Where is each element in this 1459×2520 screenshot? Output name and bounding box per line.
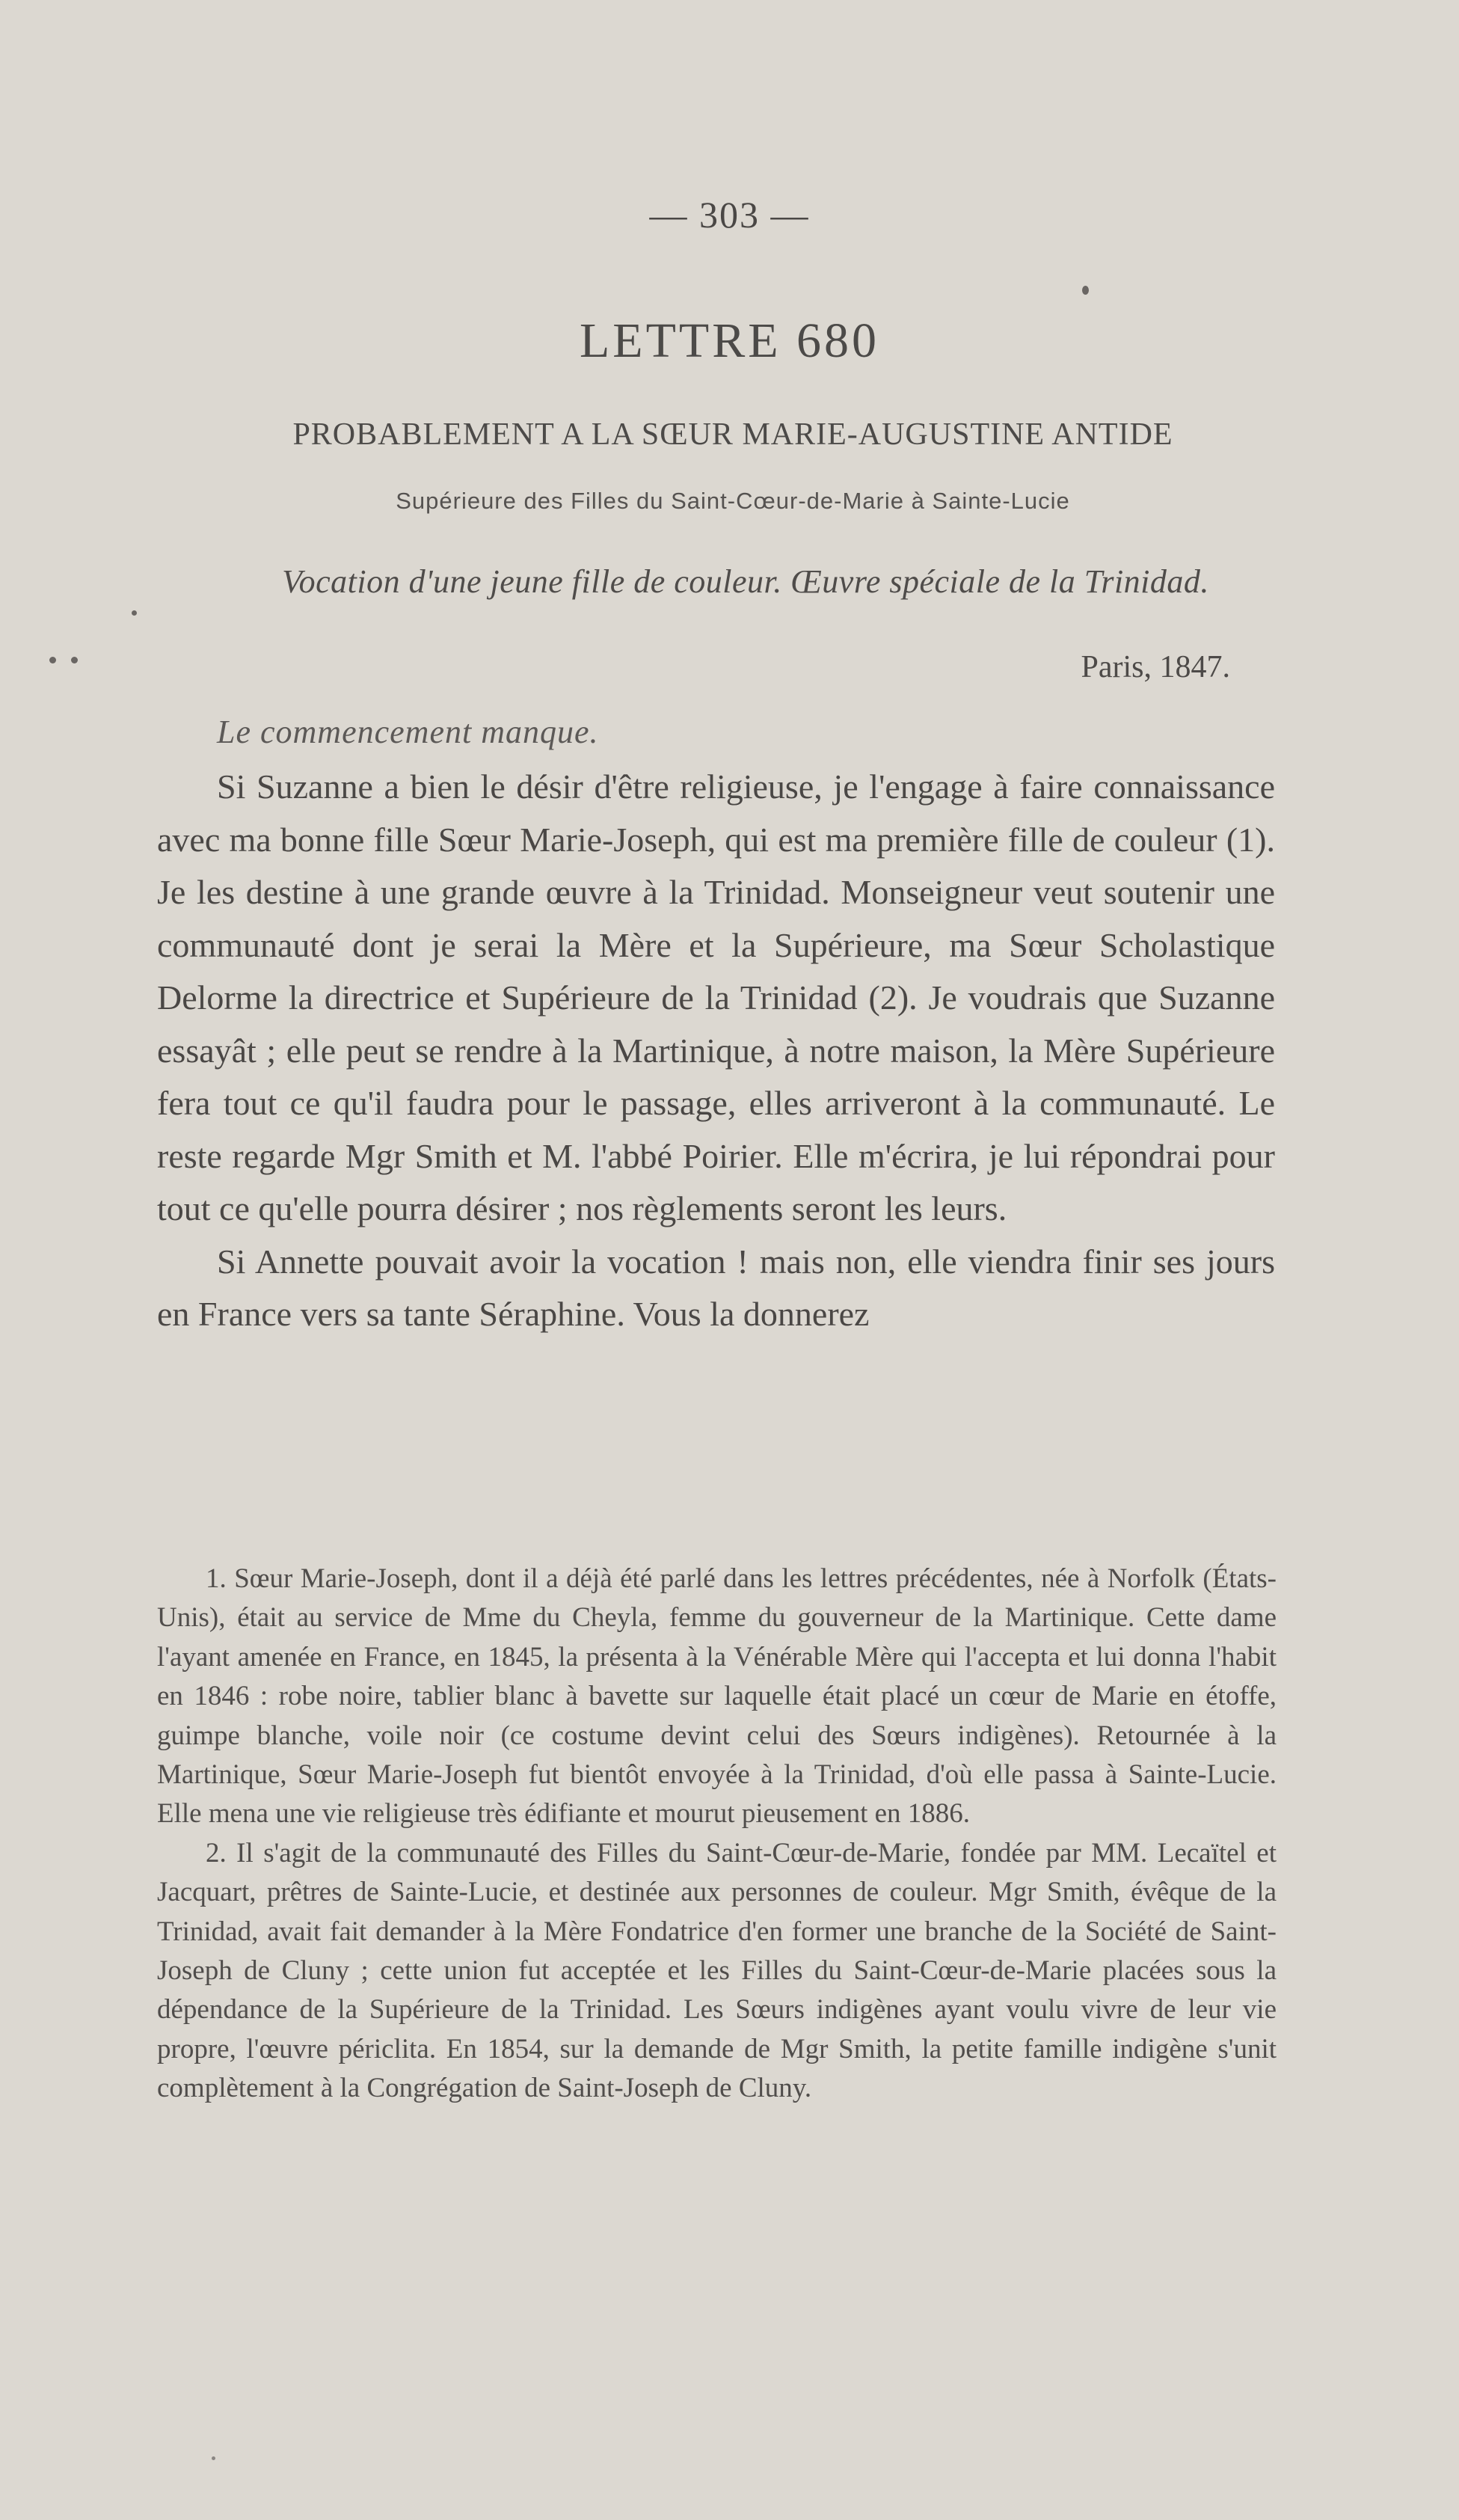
place-date: Paris, 1847.	[1081, 650, 1230, 684]
footnote: 2. Il s'agit de la communauté des Filles du Saint-Cœur-de-Marie, fondée par MM. Lecaïtel et Jacquart, prêtres de Sainte-Lucie, et destinée aux personnes de couleur. Mgr Smith, évêque de la Trinidad, avait fait demander à la Mère Fondatrice d'en former une branche de la Société de Saint-Joseph de Cluny ; cette union fut acceptée et les Filles du Saint-Cœur-de-Marie placées sous la dépendance de la Supérieure de la Trinidad. Les Sœurs indigènes ayant voulu vivre de leur vie propre, l'œuvre périclita. En 1854, sur la demande de Mgr Smith, la petite famille indigène s'unit complètement à la Congrégation de Saint-Joseph de Cluny.	[157, 1837, 1277, 2104]
page-number: — 303 —	[649, 194, 810, 236]
letter-summary: Vocation d'une jeune fille de couleur. Œuvre spéciale de la Trinidad.	[282, 563, 1209, 600]
letter-title: LETTRE 680	[579, 313, 880, 368]
editorial-note: Le commencement manque.	[217, 714, 599, 750]
print-speck	[132, 610, 137, 616]
body-paragraph: Si Annette pouvait avoir la vocation ! mais non, elle viendra finir ses jours en France vers sa tante Séraphine. Vous la donnerez	[157, 1242, 1275, 1333]
print-speck	[1082, 286, 1089, 295]
recipient-heading: PROBABLEMENT A LA SŒUR MARIE-AUGUSTINE ANTIDE	[292, 417, 1173, 452]
print-speck	[71, 657, 78, 663]
body-paragraph: Si Suzanne a bien le désir d'être religieuse, je l'engage à faire connaissance avec ma bonne fille Sœur Marie-Joseph, qui est ma première fille de couleur (1). Je les destine à une grande œuvre à la Trinidad. Monseigneur veut soutenir une communauté dont je serai la Mère et la Supérieure, ma Sœur Scholastique Delorme la directrice et Supérieure de la Trinidad (2). Je voudrais que Suzanne essayât ; elle peut se rendre à la Martinique, à notre maison, la Mère Supérieure fera tout ce qu'il faudra pour le passage, elles arriveront à la communauté. Le reste regarde Mgr Smith et M. l'abbé Poirier. Elle m'écrira, je lui répondrai pour tout ce qu'elle pourra désirer ; nos règlements seront les leurs.	[157, 767, 1275, 1227]
print-speck	[49, 657, 56, 663]
letter-body	[157, 761, 1275, 1341]
print-speck	[212, 2456, 215, 2460]
footnotes	[157, 1560, 1277, 2109]
footnote: 1. Sœur Marie-Joseph, dont il a déjà été parlé dans les lettres précédentes, née à Norfolk (États-Unis), était au service de Mme du Cheyla, femme du gouverneur de la Martinique. Cette dame l'ayant amenée en France, en 1845, la présenta à la Vénérable Mère qui l'accepta et lui donna l'habit en 1846 : robe noire, tablier blanc à bavette sur laquelle était placé un cœur de Marie en étoffe, guimpe blanche, voile noir (ce costume devint celui des Sœurs indigènes). Retournée à la Martinique, Sœur Marie-Joseph fut bientôt envoyée à la Trinidad, d'où elle passa à Sainte-Lucie. Elle mena une vie religieuse très édifiante et mourut pieusement en 1886.	[157, 1563, 1277, 1830]
recipient-subtitle: Supérieure des Filles du Saint-Cœur-de-Marie à Sainte-Lucie	[396, 488, 1070, 514]
